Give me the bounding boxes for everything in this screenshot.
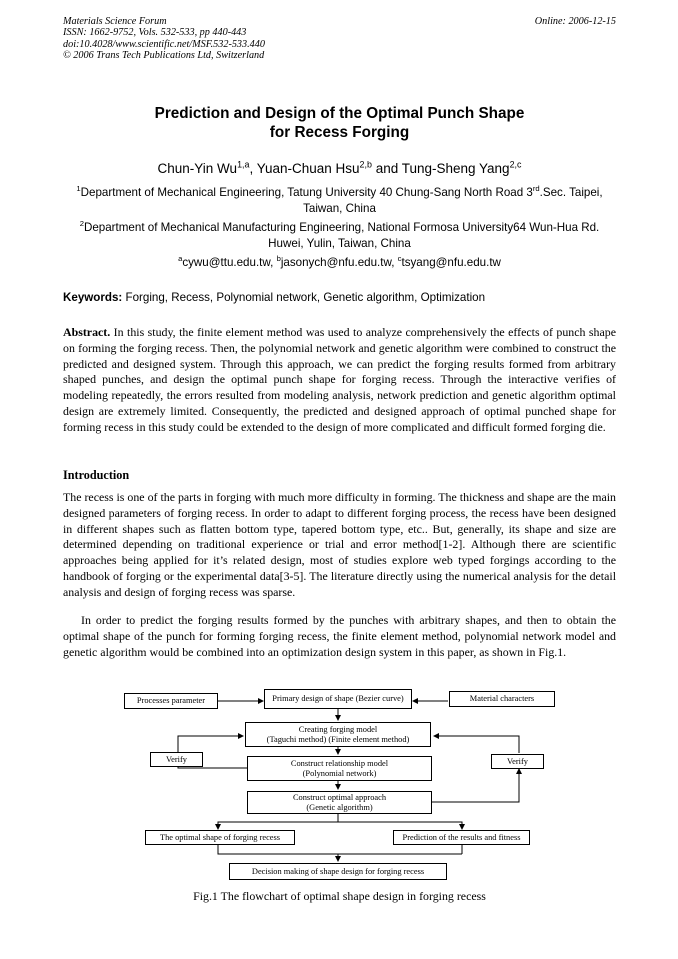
- box-construct-optimal-approach: [247, 791, 432, 814]
- email-a: cywu@ttu.edu.tw,: [182, 256, 277, 269]
- primary-design-label: Primary design of shape (Bezier curve): [272, 694, 404, 703]
- keywords-label: Keywords:: [63, 291, 123, 304]
- email-b: jasonych@nfu.edu.tw,: [280, 256, 398, 269]
- introduction-paragraph-2: In order to predict the forging results formed by the punches with arbitrary shapes, and then to obtain the optimal shape of the punch for forming forging recess, the finite element method, polynomial network model and genetic algorithm would be combined into an optimization design system in this paper, as shown in Fig.1.: [63, 613, 616, 659]
- email-a-marker: a: [178, 254, 183, 264]
- processes-parameter-label: Processes parameter: [136, 696, 206, 705]
- figure-caption: Fig.1 The flowchart of optimal shape design in forging recess: [193, 889, 486, 903]
- arrow-optimal-to-verify-right: [432, 769, 519, 802]
- box-decision-making: [229, 863, 447, 880]
- material-characters-label: Material characters: [469, 694, 535, 703]
- box-prediction-results: [393, 830, 530, 845]
- copyright-line: © 2006 Trans Tech Publications Ltd, Switzerland: [63, 50, 265, 62]
- affiliation-1-marker: 1: [76, 184, 81, 194]
- relationship-line-1: Construct relationship model: [290, 758, 389, 768]
- box-creating-forging-model: [245, 722, 431, 747]
- relationship-line-2: (Polynomial network): [302, 768, 377, 778]
- arrow-verify-left-to-model: [178, 736, 243, 752]
- email-c-marker: c: [397, 254, 402, 264]
- arrow-shape-to-decision: [218, 844, 338, 861]
- box-optimal-shape: [145, 830, 295, 845]
- creating-model-line-1: Creating forging model: [298, 724, 378, 734]
- journal-name: Materials Science Forum: [63, 16, 167, 27]
- optimal-shape-label: The optimal shape of forging recess: [159, 832, 281, 842]
- affiliation-2-marker: 2: [79, 219, 84, 229]
- abstract: [63, 325, 616, 436]
- abstract-text: In this study, the finite element method was used to analyze comprehensively the effects of punch shape on forming the forging recess. Then, the polynomial network and genetic algorithm were combined to construct the predicted and designed system. Through this approach, we can predict the forging results formed from arbitrary shaped punches, and design the optimal punch shape for forging recess. Through the interactive verifies of modeling repeatedly, the errors resulted from modeling analysis, network prediction and genetic algorithm optimal design are extremely limited. Consequently, the predicted and designed approach of optimal punched shape for forming recess in this study could be extended to the design of more complicated and difficult formed forging die.: [63, 325, 616, 434]
- online-date: Online: 2006-12-15: [534, 16, 616, 27]
- author-1-marker: 1,a: [237, 159, 250, 170]
- author-1: Chun-Yin Wu: [157, 161, 238, 176]
- creating-model-line-2: (Taguchi method) (Finite element method): [266, 734, 410, 744]
- decision-label: Decision making of shape design for forging recess: [251, 866, 425, 876]
- affiliation-2: [63, 220, 616, 252]
- title-line-1: Prediction and Design of the Optimal Punch Shape: [154, 105, 525, 122]
- optimal-approach-line-1: Construct optimal approach: [292, 792, 387, 802]
- box-processes-parameter: [124, 693, 218, 709]
- author-separator-2: and: [371, 161, 402, 176]
- affiliation-1-text-a: Department of Mechanical Engineering, Tatung University 40 Chung-Sang North Road 3: [80, 186, 533, 199]
- affiliation-1: [63, 185, 616, 217]
- affiliation-2-text: Department of Mechanical Manufacturing Engineering, National Formosa University64 Wun-Hua Rd. Huwei, Yulin, Taiwan, China: [83, 221, 600, 250]
- author-separator-1: ,: [249, 161, 257, 176]
- arrow-optimal-to-prediction: [338, 822, 462, 829]
- author-2: Yuan-Chuan Hsu: [256, 161, 360, 176]
- flowchart-connectors: [0, 684, 678, 884]
- author-3-marker: 2,c: [509, 159, 522, 170]
- affiliation-1-text-b: .Sec. Taipei, Taiwan, China: [303, 186, 603, 215]
- email-c: tsyang@nfu.edu.tw: [401, 256, 501, 269]
- keywords: [63, 290, 616, 306]
- box-construct-relationship-model: [247, 756, 432, 781]
- prediction-label: Prediction of the results and fitness: [402, 832, 521, 842]
- author-list: [63, 160, 616, 177]
- flowchart-figure: [0, 684, 678, 884]
- optimal-approach-line-2: (Genetic algorithm): [306, 802, 373, 812]
- arrow-optimal-to-shape: [218, 814, 338, 829]
- abstract-label: Abstract.: [63, 325, 111, 339]
- box-verify-right: [491, 754, 544, 769]
- introduction-paragraph-1: The recess is one of the parts in forging with much more difficulty in forming. The thickness and shape are the main designed parameters of forging recess. In order to adapt to different forging process, the recess have been designed in different shapes such as flatten bottom type, tapered bottom type, etc.. But, generally, its shape and size are determined depending on traditional experience or trial and error method[1-2]. Although there are scientific approaches being applied for it’s related design, most of studies explore web typed forgings according to the handbook of forging or the experimental data[3-5]. The literature directly using the numerical analysis for the detail analysis and design of forging recess was sparse.: [63, 490, 616, 599]
- title-line-2: for Recess Forging: [269, 124, 410, 141]
- issn-line: ISSN: 1662-9752, Vols. 532-533, pp 440-443: [63, 27, 247, 39]
- email-b-marker: b: [276, 254, 281, 264]
- section-heading-introduction: Introduction: [63, 468, 130, 482]
- paper-title: [63, 104, 616, 142]
- email-list: [63, 255, 616, 271]
- doi-line: doi:10.4028/www.scientific.net/MSF.532-533.440: [63, 38, 265, 50]
- arrow-verify-right-to-model: [434, 736, 519, 753]
- affiliation-1-ordinal: rd: [532, 184, 540, 194]
- author-2-marker: 2,b: [359, 159, 372, 170]
- box-verify-left: [150, 752, 203, 767]
- box-primary-design: [264, 689, 412, 709]
- journal-header: [63, 16, 616, 62]
- box-material-characters: [449, 691, 555, 707]
- keywords-text: Forging, Recess, Polynomial network, Genetic algorithm, Optimization: [122, 291, 486, 304]
- author-3: Tung-Sheng Yang: [401, 161, 510, 176]
- verify-left-label: Verify: [166, 754, 187, 764]
- verify-right-label: Verify: [507, 756, 528, 766]
